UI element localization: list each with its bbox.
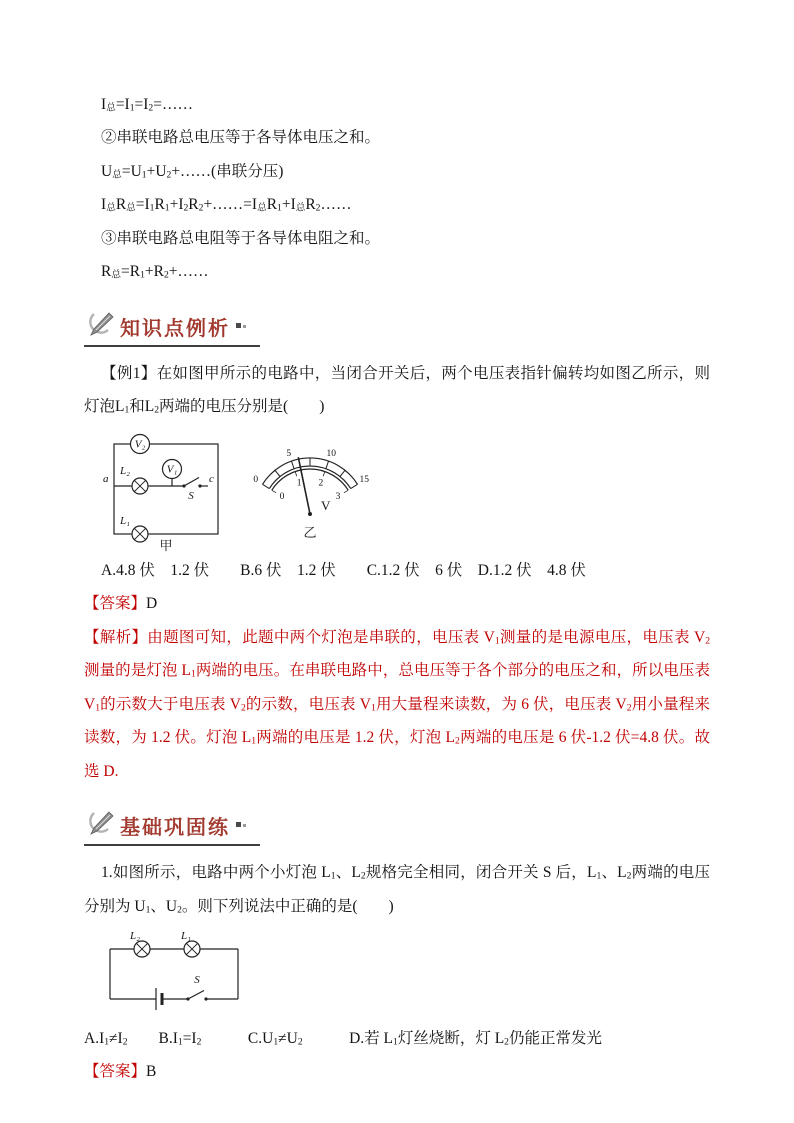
section-title: 知识点例析: [120, 317, 230, 340]
answer-label: 【答案】: [84, 1063, 147, 1081]
lamp1-icon: [119, 515, 148, 542]
voltmeter2-icon: [131, 434, 150, 453]
example-analysis-text: [84, 621, 710, 788]
formula-line: ③串联电路总电阻等于各导体电阻之和。: [101, 229, 381, 247]
node-a-label: a: [103, 472, 109, 485]
svg-text:L₁: L₁: [181, 930, 191, 942]
section-header-basic-practice: [84, 810, 260, 846]
svg-text:3: 3: [335, 491, 341, 502]
svg-text:S: S: [194, 973, 200, 986]
battery-icon: [156, 988, 162, 1010]
circuit-diagram-jia: [100, 430, 232, 552]
pen-icon: [84, 810, 114, 841]
switch-icon: [182, 477, 201, 502]
answer-value: B: [146, 1063, 157, 1081]
switch-icon: [186, 974, 207, 1001]
formula-line: $R_总=R_1+R_2+\dots\dots$: [101, 263, 209, 282]
lamp-right-icon: [180, 931, 200, 957]
formula-line: $I_总R_总=I_1R_1+I_2R_2+\dots\dots=I_总R_1+I_总R_2\dots\dots$: [101, 196, 352, 215]
voltmeter-scale-yi: [248, 446, 380, 540]
circuit-diagram-q1: [100, 931, 250, 1015]
svg-text:5: 5: [286, 448, 292, 459]
pen-icon: [84, 311, 114, 342]
svg-text:2: 2: [318, 478, 324, 489]
formula-line: $U_总=U_1+U_2+\dots\dots$(串联分压): [101, 162, 284, 181]
section-header-knowledge-points: [84, 311, 260, 347]
answer-value: D: [146, 595, 158, 613]
formula-line: $I_总=I_1=I_2=\dots\dots$: [101, 96, 193, 114]
example-figures: [100, 430, 710, 552]
svg-text:1: 1: [296, 478, 302, 489]
example-options-line: A.4.8 伏 1.2 伏 B.6 伏 1.2 伏 C.1.2 伏 6 伏 D.1.2 伏 4.8 伏: [101, 561, 586, 579]
svg-text:L₂: L₂: [120, 464, 130, 477]
meter-unit: V: [321, 497, 331, 513]
lamp-left-icon: [129, 931, 150, 957]
question1-figure: [100, 931, 710, 1020]
svg-text:10: 10: [326, 448, 336, 459]
question1-options-line: $A.I_1\ne I_2$ $B.I_1=I_2$ $C.U_1\ne U_2$ D.若 $L_1$灯丝烧断，灯 $L_2$仍能正常发光: [84, 1029, 602, 1048]
svg-text:0: 0: [253, 474, 259, 485]
svg-text:S: S: [188, 489, 194, 502]
svg-text:L₁: L₁: [120, 514, 130, 527]
svg-text:V₁: V₁: [166, 463, 178, 476]
figure-jia-label: 甲: [159, 537, 173, 552]
section-title: 基础巩固练: [120, 817, 230, 840]
answer-label: 【答案】: [84, 595, 147, 613]
question1-answer-line: [84, 1055, 710, 1088]
question1-text: 1.如图所示，电路中两个小灯泡 $L_1$、$L_2$规格完全相同，闭合开关 S 后，$L_1$、$L_2$两端的电压分别为 $U_1$、$U_2$。则下列说法中正确的是( ): [84, 864, 710, 916]
example-answer-line: [84, 587, 710, 620]
example-question-text: 【例1】在如图甲所示的电路中，当闭合开关后，两个电压表指针偏转均如图乙所示，则灯泡$L_1$和$L_2$两端的电压分别是( ): [84, 364, 710, 416]
svg-text:15: 15: [359, 474, 370, 485]
node-c-label: c: [209, 472, 214, 485]
lamp2-icon: [119, 465, 148, 494]
svg-text:L₂: L₂: [130, 930, 140, 942]
header-bullet: [236, 323, 246, 330]
svg-text:V₂: V₂: [134, 438, 146, 451]
analysis-label: 【解析】: [84, 628, 148, 646]
svg-text:0: 0: [279, 491, 285, 502]
voltmeter1-icon: [163, 459, 182, 486]
header-bullet: [236, 822, 246, 829]
formula-line: ②串联电路总电压等于各导体电压之和。: [101, 129, 381, 147]
analysis-body: 由题图可知，此题中两个灯泡是串联的，电压表 $V_1$测量的是电源电压，电压表 $V_2$测量的是灯泡 $L_1$两端的电压。在串联电路中，总电压等于各个部分的电压之和，所以电压表 $V_1$的示数大于电压表 $V_2$的示数，电压表 $V_1$用大量程来读数，为 6 伏，电压表 $V_2$用小量程来读数，为 1.2 伏。灯泡 $L_1$两端的电压是 1.2 伏，灯泡 $L_2$两端的电压是 6 伏-1.2 伏=4.8 伏。故选 D.: [84, 628, 710, 780]
figure-yi-label: 乙: [303, 524, 317, 540]
